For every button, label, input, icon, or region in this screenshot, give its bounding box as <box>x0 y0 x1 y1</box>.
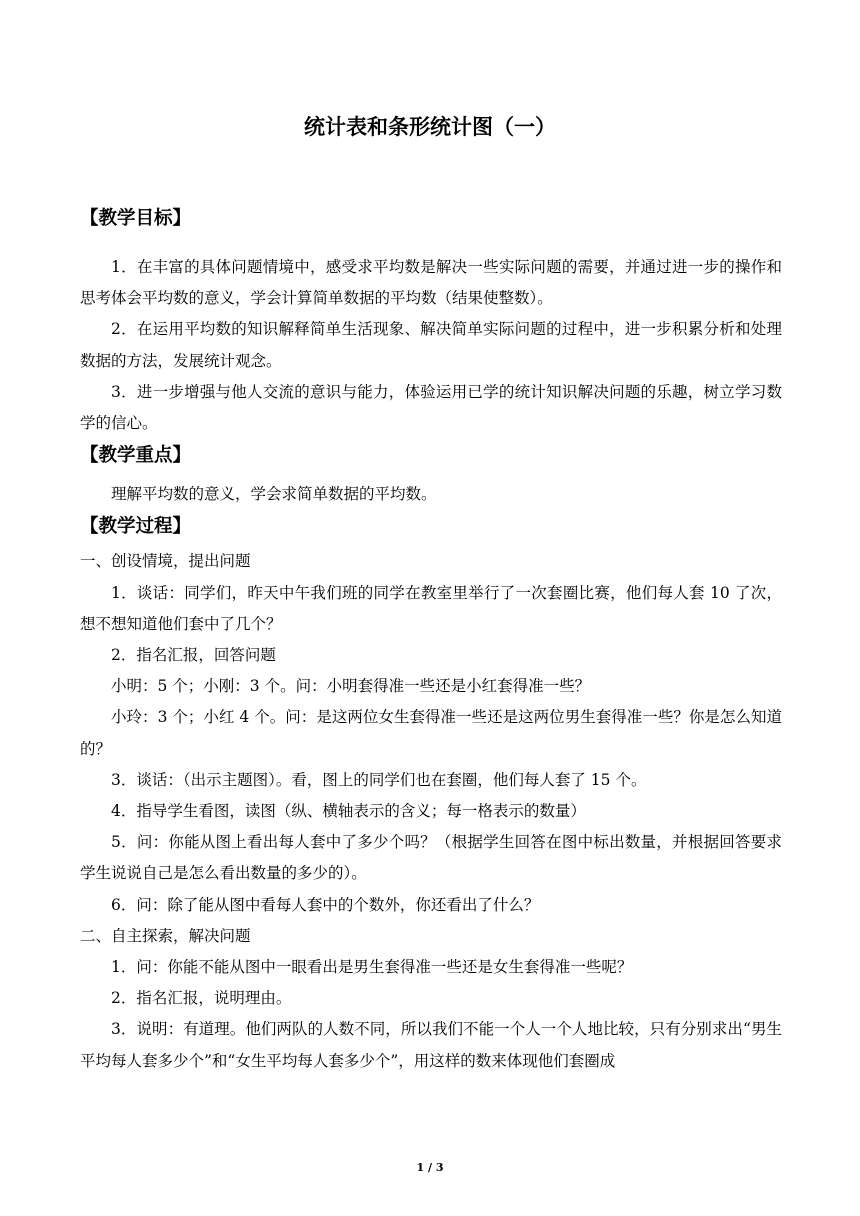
process-item: 3．说明：有道理。他们两队的人数不同，所以我们不能一个人一个人地比较，只有分别求出“男生平均每人套多少个”和“女生平均每人套多少个”，用这样的数来体现他们套圈成 <box>80 1020 782 1070</box>
process-item: 1．谈话：同学们，昨天中午我们班的同学在教室里举行了一次套圈比赛，他们每人套 10 了次，想不想知道他们套中了几个？ <box>80 583 782 633</box>
page-title: 统计表和条形统计图（一） <box>304 115 556 139</box>
goal-item: 3．进一步增强与他人交流的意识与能力，体验运用已学的统计知识解决问题的乐趣，树立学习数学的信心。 <box>80 382 782 433</box>
goal-item: 2．在运用平均数的知识解释简单生活现象、解决简单实际问题的过程中，进一步积累分析和处理数据的方法，发展统计观念。 <box>80 320 782 370</box>
process-item: 5．问：你能从图上看出每人套中了多少个吗？（根据学生回答在图中标出数量，并根据回答要求学生说说自己是怎么看出数量的多少的）。 <box>80 833 782 883</box>
document-body <box>80 202 782 1077</box>
process-item: 1．问：你能不能从图中一眼看出是男生套得准一些还是女生套得准一些呢？ <box>111 958 633 977</box>
process-item: 6．问：除了能从图中看每人套中的个数外，你还看出了什么？ <box>111 895 540 914</box>
process-item: 2．指名汇报，回答问题 <box>111 646 276 665</box>
key-point-item: 理解平均数的意义，学会求简单数据的平均数。 <box>111 485 437 504</box>
section-heading-process: 【教学过程】 <box>80 516 192 538</box>
section-heading-goals: 【教学目标】 <box>80 208 192 229</box>
goal-item: 1．在丰富的具体问题情境中，感受求平均数是解决一些实际问题的需要，并通过进一步的操作和思考体会平均数的意义，学会计算简单数据的平均数（结果使整数）。 <box>80 258 782 308</box>
page-number: 1 / 3 <box>416 1161 444 1174</box>
process-part-title: 二、自主探索，解决问题 <box>80 926 251 945</box>
process-item: 2．指名汇报，说明理由。 <box>111 989 292 1008</box>
process-item: 4．指导学生看图，读图（纵、横轴表示的含义；每一格表示的数量） <box>111 802 586 821</box>
section-heading-key-points: 【教学重点】 <box>80 445 192 467</box>
process-part-title: 一、创设情境，提出问题 <box>80 552 251 571</box>
process-item: 小明：5 个；小刚：3 个。问：小明套得准一些还是小红套得准一些？ <box>111 677 591 696</box>
process-item: 小玲：3 个；小红 4 个。问：是这两位女生套得准一些还是这两位男生套得准一些？你是怎么知道的？ <box>80 708 782 758</box>
process-item: 3．谈话：（出示主题图）。看，图上的同学们也在套圈，他们每人套了 15 个。 <box>111 770 647 789</box>
